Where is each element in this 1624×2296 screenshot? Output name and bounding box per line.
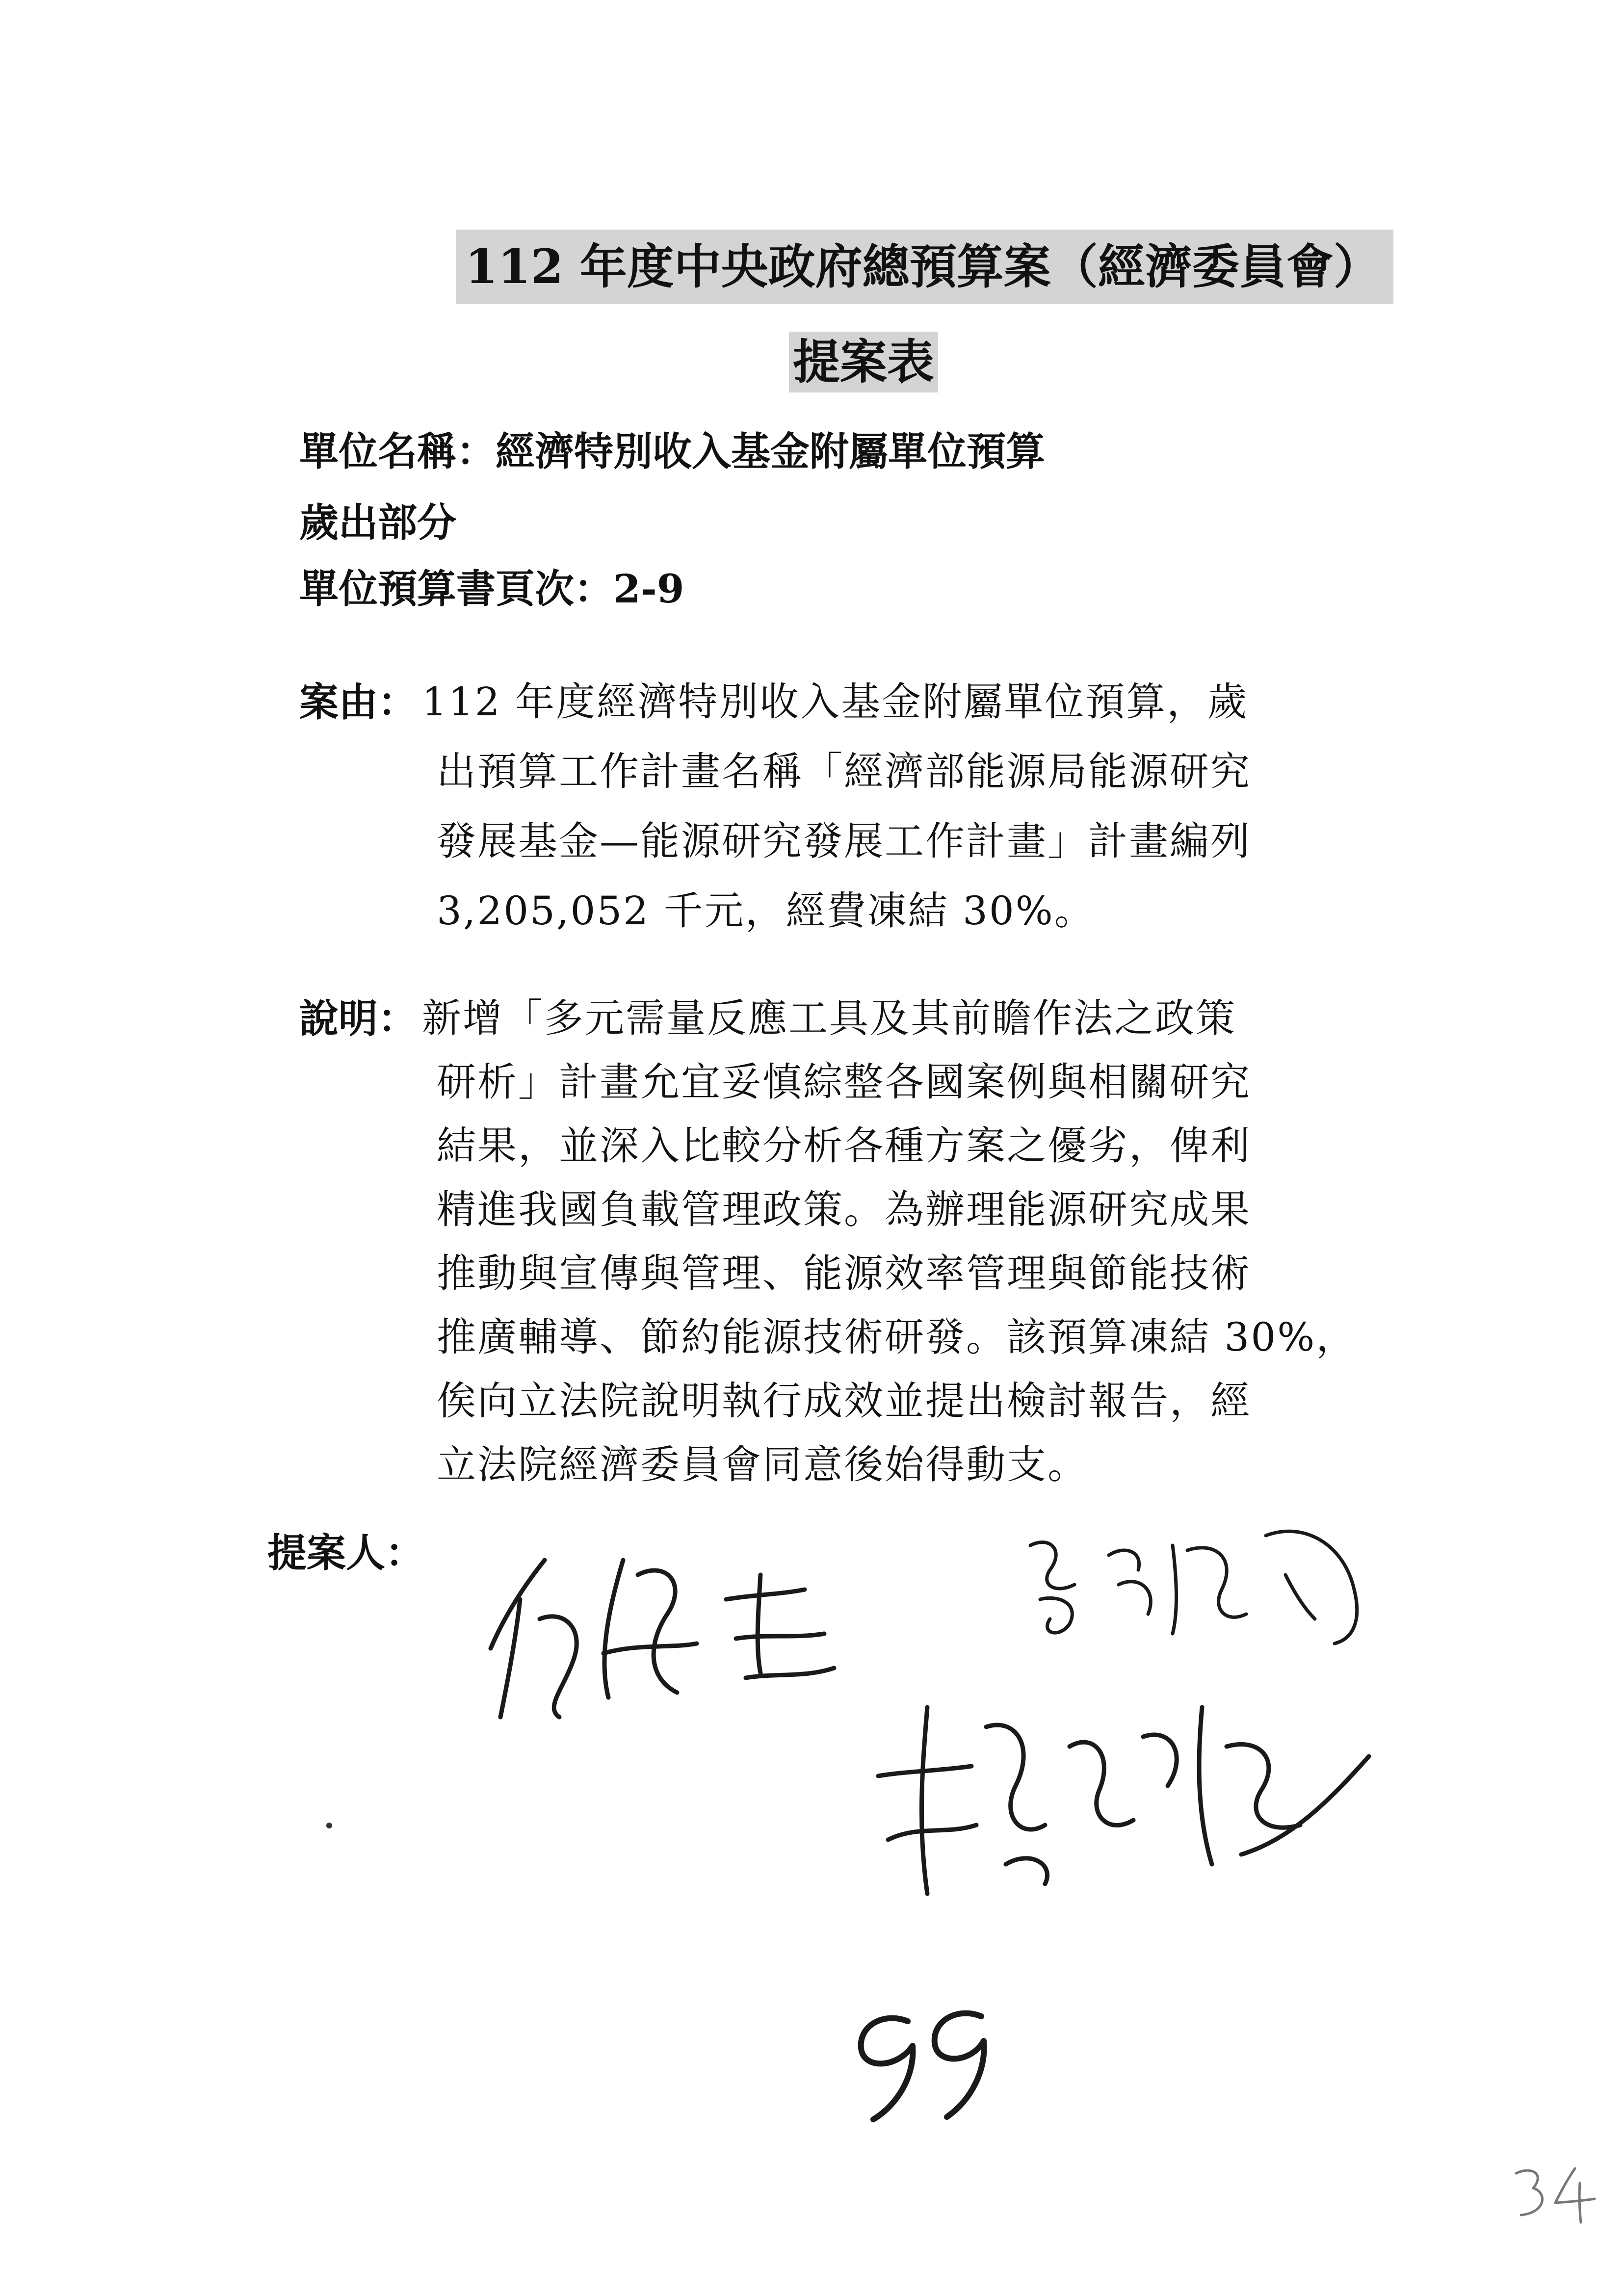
signature-1 (461, 1531, 864, 1727)
case-line: 112 年度經濟特別收入基金附屬單位預算，歲 (422, 679, 1249, 725)
signature-3 (859, 1678, 1398, 1923)
budget-page-label: 單位預算書頁次： (299, 566, 613, 612)
description-label: 說明： (299, 995, 417, 1042)
signature-2 (1011, 1516, 1384, 1653)
document-subtitle: 提案表 (789, 332, 938, 392)
description-line: 立法院經濟委員會同意後始得動支。 (437, 1442, 1088, 1487)
case-line: 發展基金—能源研究發展工作計畫」計畫編列 (437, 818, 1251, 864)
description-line: 推動與宣傳與管理、能源效率管理與節能技術 (437, 1251, 1251, 1296)
description-line: 結果，並深入比較分析各種方案之優劣，俾利 (437, 1123, 1251, 1169)
case-line: 出預算工作計畫名稱「經濟部能源局能源研究 (437, 749, 1251, 794)
document-title: 112 年度中央政府總預算案（經濟委員會） (456, 230, 1393, 304)
description-line: 研析」計畫允宜妥慎綜整各國案例與相關研究 (437, 1059, 1251, 1105)
budget-page-value: 2-9 (613, 566, 684, 612)
description-line: 俟向立法院說明執行成效並提出檢討報告，經 (437, 1378, 1251, 1424)
unit-name-row (299, 427, 1045, 476)
handwritten-page-number (834, 1992, 1011, 2131)
description-line: 精進我國負載管理政策。為辦理能源研究成果 (437, 1187, 1251, 1232)
unit-name-label: 單位名稱： (299, 428, 496, 474)
speck (326, 1823, 332, 1828)
description-line: 新增「多元需量反應工具及其前瞻作法之政策 (422, 995, 1236, 1041)
case-label: 案由： (299, 679, 417, 725)
budget-page-row (299, 564, 684, 613)
handwritten-corner-number (1506, 2159, 1599, 2229)
proposer-label: 提案人： (267, 1530, 424, 1576)
unit-name-value: 經濟特別收入基金附屬單位預算 (496, 428, 1045, 474)
description-line: 推廣輔導、節約能源技術研發。該預算凍結 30%， (437, 1314, 1357, 1360)
case-line: 3,205,052 千元，經費凍結 30%。 (437, 888, 1095, 934)
section-heading: 歲出部分 (299, 499, 456, 546)
